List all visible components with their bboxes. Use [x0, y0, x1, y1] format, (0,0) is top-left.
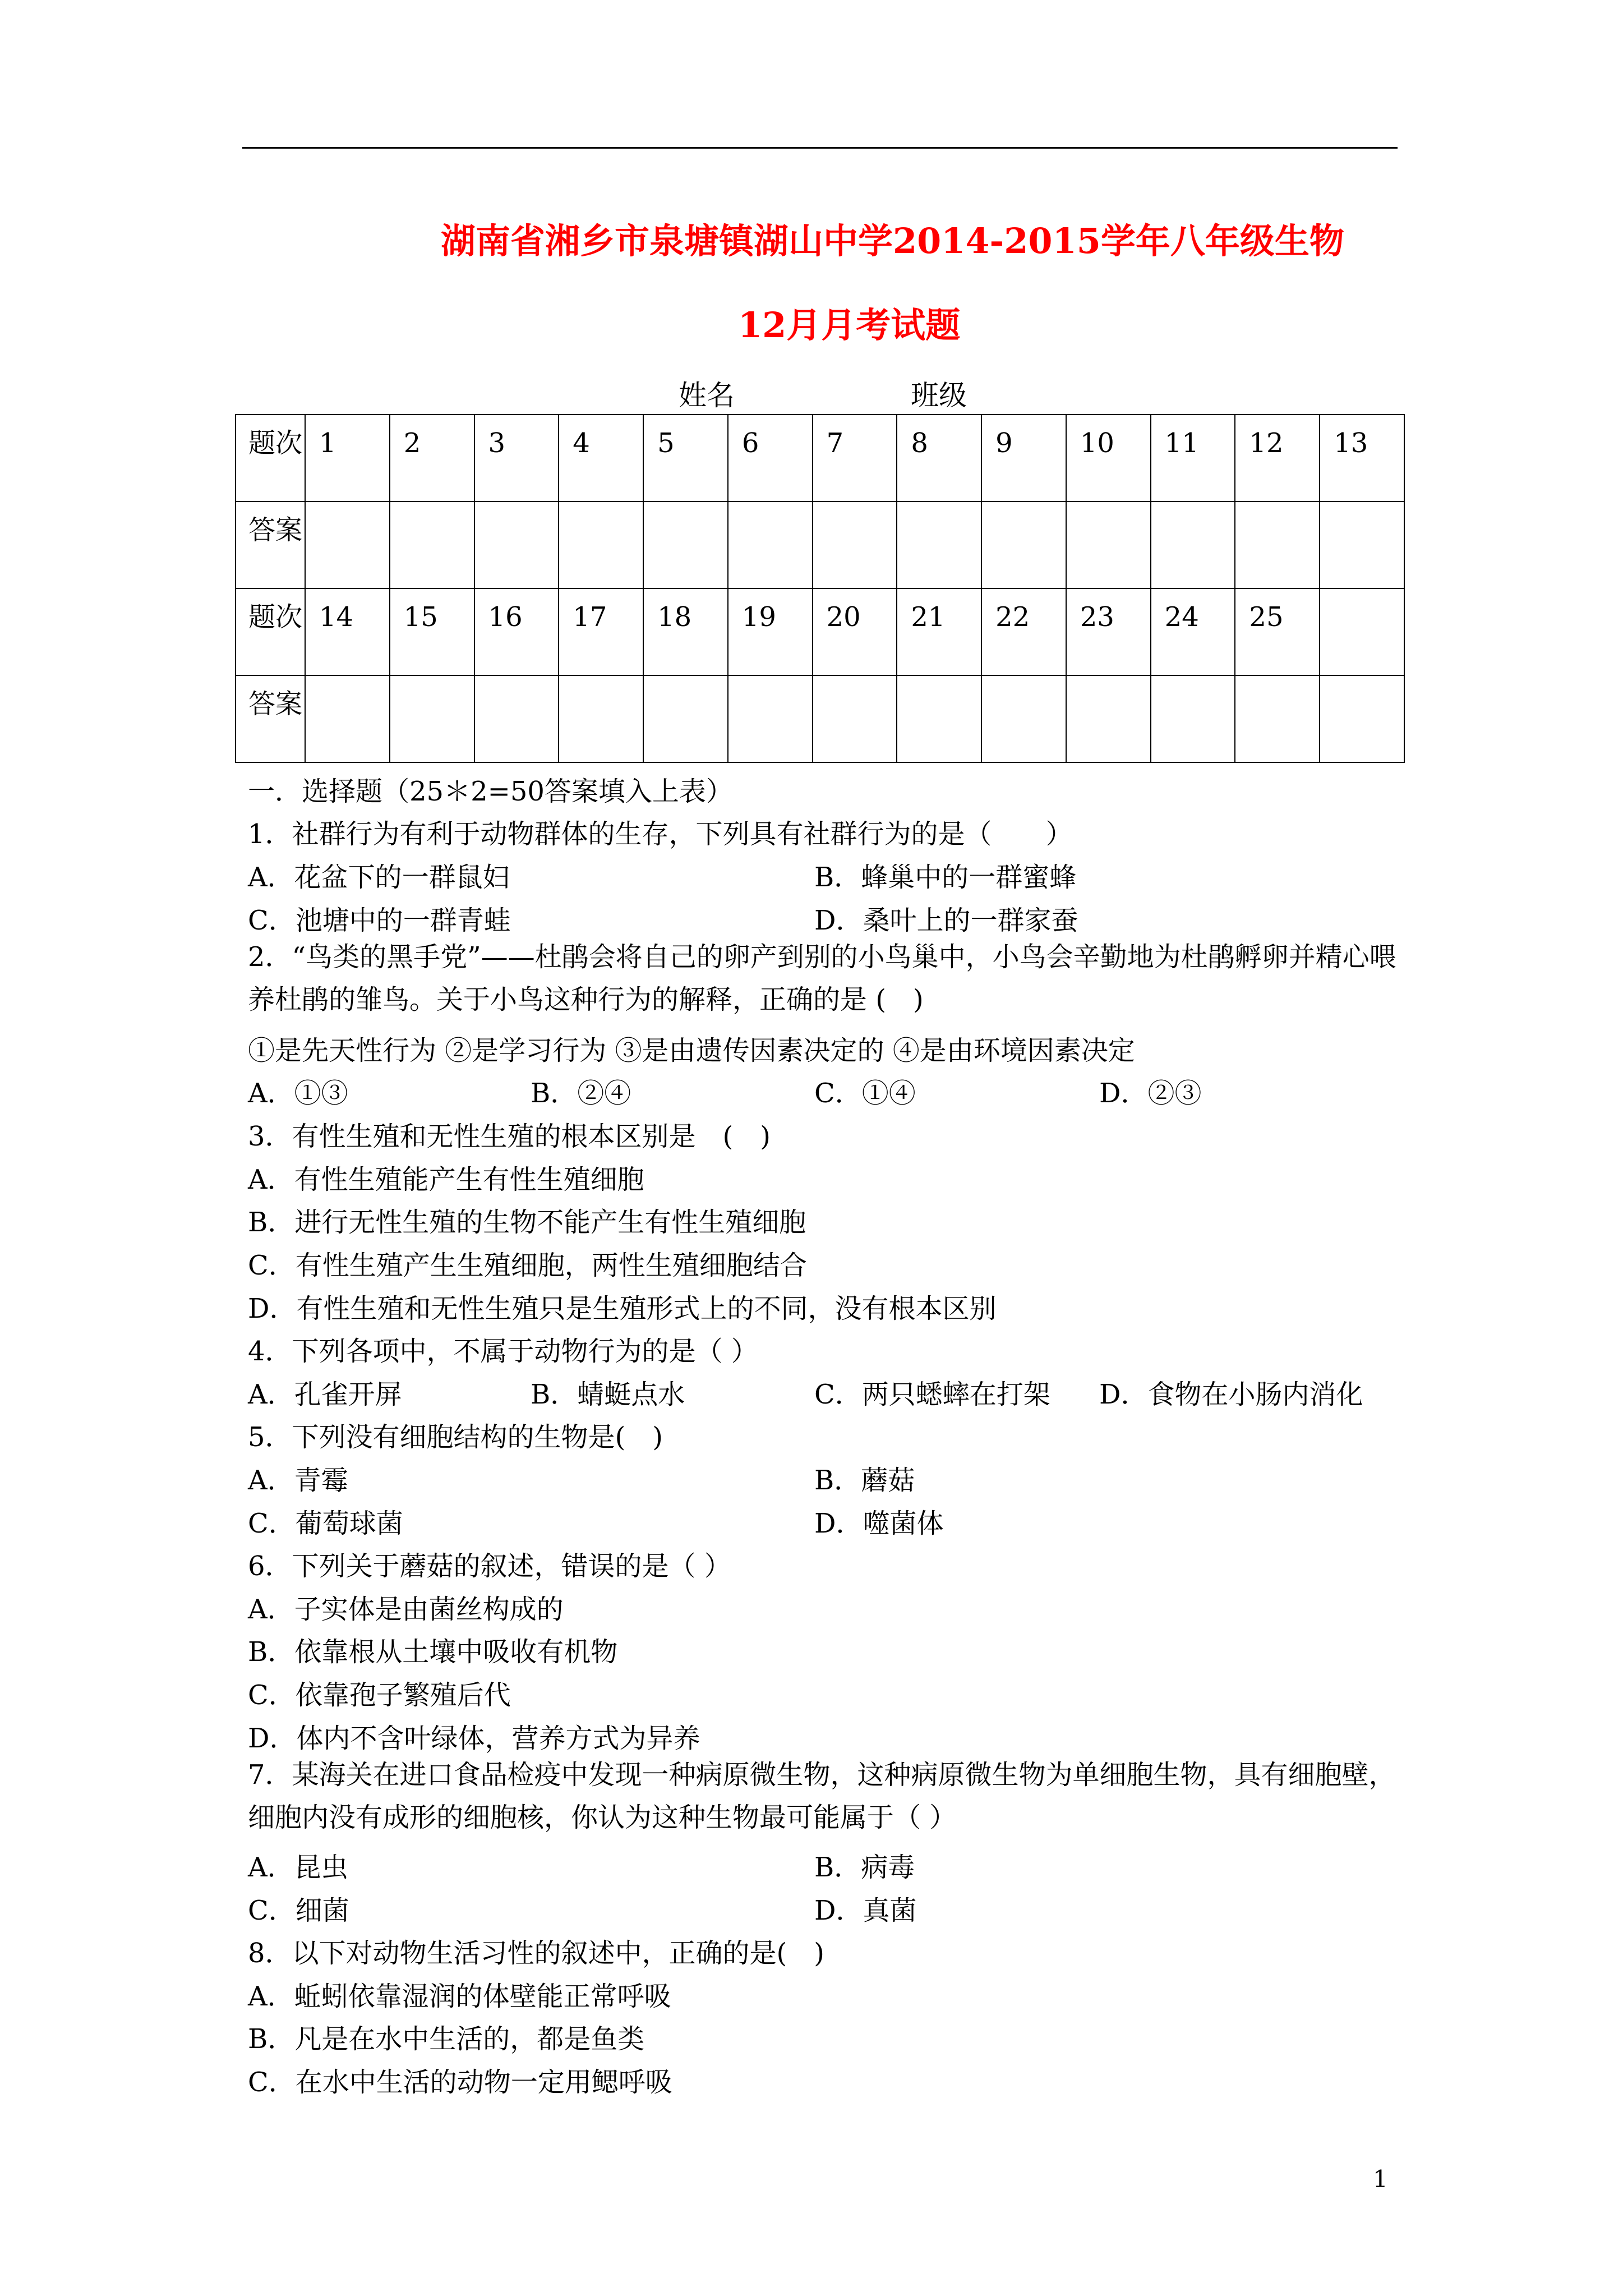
- question-7-option-c: C．细菌: [248, 1895, 349, 1926]
- row-header-answer: 答案: [236, 675, 305, 762]
- question-2-option-d: D．②③: [1099, 1078, 1202, 1109]
- page-number: 1: [1373, 2165, 1388, 2193]
- question-4-option-b: B．蜻蜓点水: [531, 1379, 685, 1410]
- question-4-option-a: A．孔雀开屏: [248, 1379, 402, 1410]
- question-number-cell: 12: [1235, 415, 1320, 501]
- question-number-cell: 22: [981, 588, 1066, 675]
- question-number-cell: 9: [981, 415, 1066, 501]
- answer-cell[interactable]: [474, 675, 559, 762]
- question-number-cell: 15: [390, 588, 474, 675]
- question-6-option-b: B．依靠根从土壤中吸收有机物: [248, 1636, 618, 1668]
- answer-cell[interactable]: [1235, 675, 1320, 762]
- question-4-stem: 4．下列各项中，不属于动物行为的是（ ）: [248, 1336, 758, 1367]
- question-8-option-a: A．蚯蚓依靠湿润的体壁能正常呼吸: [248, 1981, 671, 2012]
- question-5-option-b: B．蘑菇: [814, 1465, 915, 1496]
- answer-cell[interactable]: [1151, 501, 1235, 588]
- name-label: 姓名: [679, 379, 735, 412]
- question-8-option-b: B．凡是在水中生活的，都是鱼类: [248, 2023, 645, 2055]
- table-row-answers-2: [236, 675, 1404, 762]
- answer-cell[interactable]: [390, 675, 474, 762]
- answer-cell[interactable]: [897, 675, 981, 762]
- answer-cell[interactable]: [305, 501, 390, 588]
- answer-cell[interactable]: [1066, 501, 1151, 588]
- question-6-option-d: D．体内不含叶绿体，营养方式为异养: [248, 1723, 700, 1754]
- question-1-option-d: D．桑叶上的一群家蚕: [814, 905, 1078, 936]
- answer-cell[interactable]: [643, 501, 728, 588]
- question-3-option-a: A．有性生殖能产生有性生殖细胞: [248, 1164, 644, 1195]
- question-7-option-a: A．昆虫: [248, 1852, 348, 1883]
- answer-cell[interactable]: [390, 501, 474, 588]
- question-7-stem: 7．某海关在进口食品检疫中发现一种病原微生物，这种病原微生物为单细胞生物，具有细胞壁，细胞内没有成形的细胞核，你认为这种生物最可能属于（ ）: [248, 1759, 1396, 1833]
- exam-title-line2: 12月月考试题: [738, 305, 961, 346]
- answer-cell[interactable]: [897, 501, 981, 588]
- answer-cell[interactable]: [643, 675, 728, 762]
- row-header-question: 题次: [236, 588, 305, 675]
- answer-cell[interactable]: [305, 675, 390, 762]
- row-header-question: 题次: [236, 415, 305, 501]
- question-number-cell: 1: [305, 415, 390, 501]
- question-number-cell: [1320, 588, 1404, 675]
- answer-cell[interactable]: [559, 675, 643, 762]
- answer-cell[interactable]: [813, 501, 897, 588]
- question-number-cell: 10: [1066, 415, 1151, 501]
- header-rule: [242, 147, 1398, 149]
- question-3-option-b: B．进行无性生殖的生物不能产生有性生殖细胞: [248, 1207, 806, 1238]
- class-label: 班级: [911, 379, 967, 412]
- question-1-option-c: C．池塘中的一群青蛙: [248, 905, 511, 936]
- question-number-cell: 3: [474, 415, 559, 501]
- question-number-cell: 20: [813, 588, 897, 675]
- question-number-cell: 8: [897, 415, 981, 501]
- question-6-stem: 6．下列关于蘑菇的叙述，错误的是（ ）: [248, 1550, 731, 1582]
- question-4-option-d: D．食物在小肠内消化: [1099, 1379, 1363, 1410]
- answer-cell[interactable]: [474, 501, 559, 588]
- question-7-option-d: D．真菌: [814, 1895, 917, 1926]
- question-5-option-a: A．青霉: [248, 1465, 348, 1496]
- question-number-cell: 23: [1066, 588, 1151, 675]
- row-header-answer: 答案: [236, 501, 305, 588]
- question-number-cell: 11: [1151, 415, 1235, 501]
- question-number-cell: 19: [728, 588, 813, 675]
- question-number-cell: 2: [390, 415, 474, 501]
- question-1-stem: 1．社群行为有利于动物群体的生存，下列具有社群行为的是（ ）: [248, 818, 1073, 850]
- question-number-cell: 7: [813, 415, 897, 501]
- question-number-cell: 17: [559, 588, 643, 675]
- question-3-stem: 3．有性生殖和无性生殖的根本区别是 ( ): [248, 1121, 771, 1152]
- question-3-option-c: C．有性生殖产生生殖细胞，两性生殖细胞结合: [248, 1250, 807, 1281]
- question-5-option-c: C．葡萄球菌: [248, 1508, 403, 1539]
- answer-cell[interactable]: [728, 501, 813, 588]
- question-number-cell: 4: [559, 415, 643, 501]
- question-2-stem: 2．“鸟类的黑手党”——杜鹃会将自己的卵产到别的小鸟巢中，小鸟会辛勤地为杜鹃孵卵并精心喂养杜鹃的雏鸟。关于小鸟这种行为的解释，正确的是 ( ): [248, 941, 1396, 1015]
- question-number-cell: 24: [1151, 588, 1235, 675]
- answer-cell[interactable]: [1151, 675, 1235, 762]
- answer-cell[interactable]: [1320, 675, 1404, 762]
- table-row-answers-1: [236, 501, 1404, 588]
- answer-cell[interactable]: [728, 675, 813, 762]
- question-number-cell: 6: [728, 415, 813, 501]
- answer-cell[interactable]: [813, 675, 897, 762]
- question-number-cell: 18: [643, 588, 728, 675]
- question-2-statements: ①是先天性行为 ②是学习行为 ③是由遗传因素决定的 ④是由环境因素决定: [248, 1035, 1135, 1066]
- question-number-cell: 21: [897, 588, 981, 675]
- answer-cell[interactable]: [559, 501, 643, 588]
- question-6-option-c: C．依靠孢子繁殖后代: [248, 1680, 511, 1711]
- question-number-cell: 5: [643, 415, 728, 501]
- question-4-option-c: C．两只蟋蟀在打架: [814, 1379, 1050, 1410]
- question-3-option-d: D．有性生殖和无性生殖只是生殖形式上的不同，没有根本区别: [248, 1293, 997, 1324]
- question-8-option-c: C．在水中生活的动物一定用鳃呼吸: [248, 2067, 672, 2098]
- answer-cell[interactable]: [1066, 675, 1151, 762]
- question-5-stem: 5．下列没有细胞结构的生物是( ): [248, 1421, 663, 1453]
- question-2-option-b: B．②④: [531, 1078, 631, 1109]
- table-row-question-numbers-2: [236, 588, 1404, 675]
- exam-title-line1: 湖南省湘乡市泉塘镇湖山中学2014-2015学年八年级生物: [441, 220, 1344, 261]
- question-number-cell: 13: [1320, 415, 1404, 501]
- question-number-cell: 14: [305, 588, 390, 675]
- answer-cell[interactable]: [1235, 501, 1320, 588]
- question-8-stem: 8．以下对动物生活习性的叙述中，正确的是( ): [248, 1938, 824, 1969]
- answer-table: [235, 414, 1405, 763]
- question-number-cell: 16: [474, 588, 559, 675]
- question-5-option-d: D．噬菌体: [814, 1508, 944, 1539]
- section-heading: 一．选择题（25＊2=50答案填入上表）: [248, 776, 733, 807]
- question-number-cell: 25: [1235, 588, 1320, 675]
- question-2-option-c: C．①④: [814, 1078, 916, 1109]
- answer-cell[interactable]: [1320, 501, 1404, 588]
- question-1-option-b: B．蜂巢中的一群蜜蜂: [814, 862, 1077, 893]
- question-7-option-b: B．病毒: [814, 1852, 915, 1883]
- question-6-option-a: A．子实体是由菌丝构成的: [248, 1594, 564, 1625]
- answer-cell[interactable]: [981, 501, 1066, 588]
- question-1-option-a: A．花盆下的一群鼠妇: [248, 862, 510, 893]
- table-row-question-numbers-1: [236, 415, 1404, 501]
- answer-cell[interactable]: [981, 675, 1066, 762]
- question-2-option-a: A．①③: [248, 1078, 348, 1109]
